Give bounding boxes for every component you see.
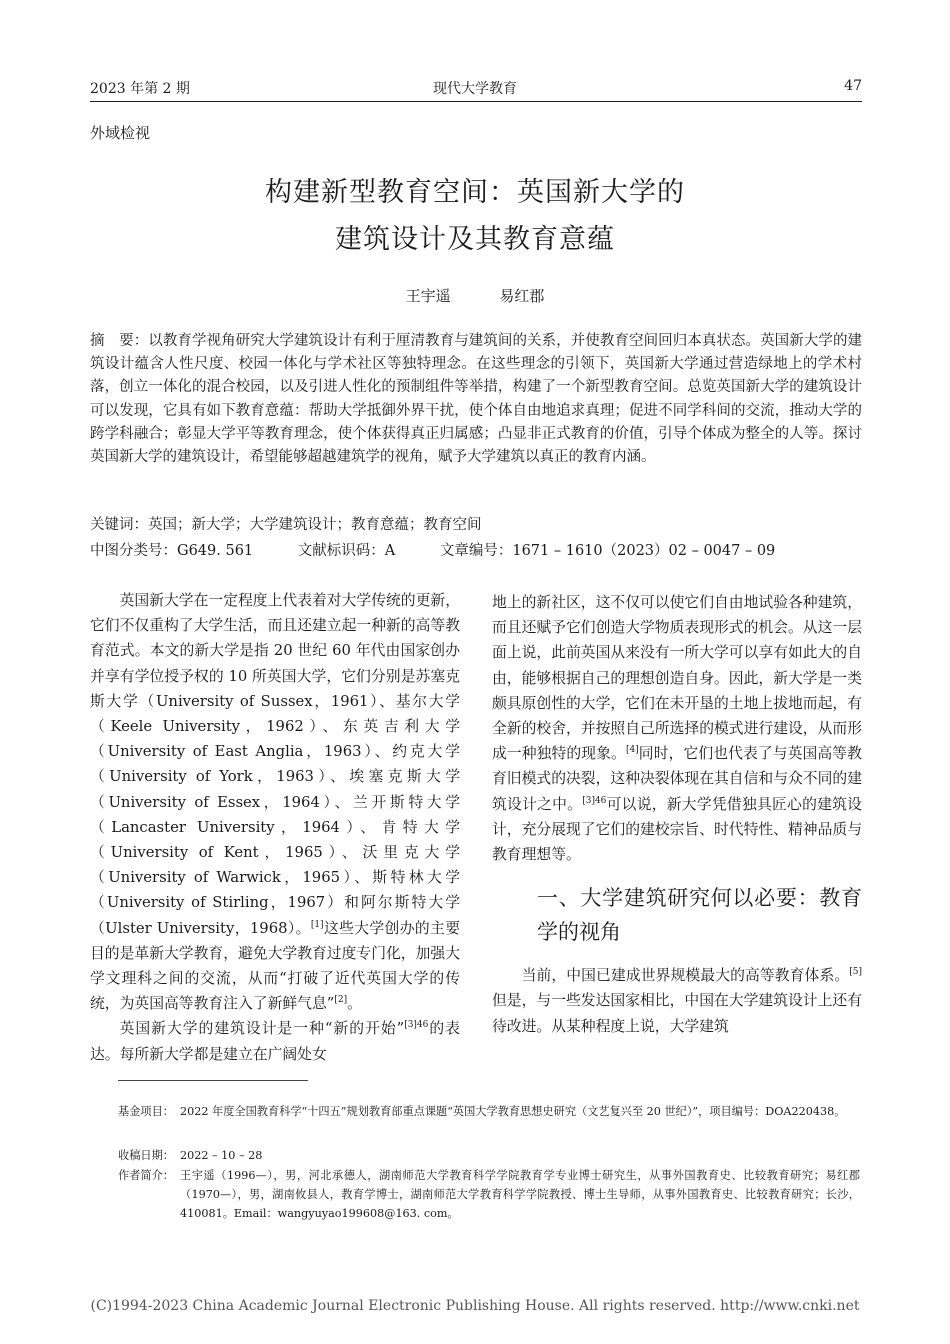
journal-name: 现代大学教育 [433,81,517,97]
paragraph-1: 英国新大学在一定程度上代表着对大学传统的更新，它们不仅重构了大学生活，而且还建立起一种新的高等教育范式。本文的新大学是指 20 世纪 60 年代由国家创办并享有学位授予权的 10 所英国大学，它们分别是苏塞克斯大学（University of Sussex，1961）、基尔大学（Keele University，1962）、东英吉利大学（University of East Anglia，1963）、约克大学（University of York，1963）、埃塞克斯大学（University of Essex，1964）、兰开斯特大学（Lancaster University，1964）、肯特大学（University of Kent，1965）、沃里克大学（University of Warwick，1965）、斯特林大学（University of Stirling，1967）和阿尔斯特大学（Ulster University，1968）。[1]这些大学创办的主要目的是革新大学教育，避免大学教育过度专门化，加强大学文理科之间的交流，从而“打破了近代英国大学的传统，为英国高等教育注入了新鲜气息”[2]。 [90,592,460,1013]
issue-label: 2023 年第 2 期 [90,81,190,97]
citation: [3]46 [404,1020,429,1031]
citation: [4] [625,745,639,756]
citation: [2] [334,995,348,1006]
page-number: 47 [844,78,862,94]
keywords-label: 关键词： [90,517,148,533]
paragraph-2-cont: 地上的新社区，这不仅可以使它们自由地试验各种建筑，而且还赋予它们创造大学物质表现形式的机会。从这一层面上说，此前英国从来没有一所大学可以享有如此大的自由，能够根据自己的理想创造自身。因此，新大学是一类颇具原创性的大学，它们在未开垦的土地上拔地而起，有全新的校舍，并按照自己所选择的模式进行建设，从而形成一种独特的现象。[4]同时，它们也代表了与英国高等教育旧模式的决裂，这种决裂体现在其自信和与众不同的建筑设计之中。$^{[3]46}$可以说，新大学凭借独具匠心的建筑设计，充分展现了它们的建校宗旨、时代特性、精神品质与教育理想等。 [492,594,862,864]
keywords-text: 英国；新大学；大学建筑设计；教育意蕴；教育空间 [148,517,482,533]
clc-number: 中图分类号：G649. 561 [90,543,254,559]
abstract-text: 以教育学视角研究大学建筑设计有利于厘清教育与建筑间的关系，并使教育空间回归本真状态。英国新大学的建筑设计蕴含人性尺度、校园一体化与学术社区等独特理念。在这些理念的引领下，英国新大学通过营造绿地上的学术村落，创立一体化的混合校园，以及引进人性化的预制组件等举措，构建了一个新型教育空间。总览英国新大学的建筑设计可以发现，它具有如下教育意蕴：帮助大学抵御外界干扰，使个体自由地追求真理；促进不同学科间的交流，推动大学的跨学科融合；彰显大学平等教育理念，使个体获得真正归属感；凸显非正式教育的价值，引导个体成为整全的人等。探讨英国新大学的建筑设计，希望能够超越建筑学的视角，赋予大学建筑以真正的教育内涵。 [90,333,863,466]
footnote-authors: 作者简介： 王宇遥（1996—），男，河北承德人，湖南师范大学教育科学学院教育学专业博士研究生，从事外国教育史、比较教育研究；易红郡（1970—），男，湖南攸县人，教育学博士，湖南师范大学教育科学学院教授、博士生导师，从事外国教育史、比较教育研究；长沙，410081。Email：wangyuyao199608@163. com。 [118,1169,860,1220]
title-line-2: 建筑设计及其教育意蕴 [335,224,615,255]
citation: [3]46 [582,795,607,806]
footnote-funding: 基金项目： 2022 年度全国教育科学“十四五”规划教育部重点课题“英国大学教育思想史研究（文艺复兴至 20 世纪）”，项目编号：DOA220438。 [118,1105,846,1118]
footnote-rule [118,1080,308,1081]
keywords [90,513,522,534]
section-tag: 外域检视 [90,124,151,142]
title-line-1: 构建新型教育空间：英国新大学的 [265,177,685,208]
article-number: 文章编号：1671 – 1610（2023）02 – 0047 – 09 [439,543,776,559]
author-1: 王宇遥 [405,287,451,305]
authors [0,285,950,306]
body-column-right [492,590,862,1039]
paragraph-2-start: 英国新大学的建筑设计是一种“新的开始”$^{[3]46}$的表达。每所新大学都是建立在广阔处女 [90,1020,460,1063]
abstract-label: 摘 要： [90,333,149,349]
body-column-left [90,588,460,1067]
header-rule [90,101,862,102]
classification [90,539,815,560]
citation: [1] [310,919,324,930]
paragraph-3: 当前，中国已建成世界规模最大的高等教育体系。[5]但是，与一些发达国家相比，中国在大学建筑设计上还有待改进。从某种程度上说，大学建筑 [492,967,862,1035]
copyright-notice: (C)1994-2023 China Academic Journal Electronic Publishing House. All rights reserved. http://www.cnki.net [90,1298,860,1314]
author-2: 易红郡 [499,287,545,305]
doc-code: 文献标识码：A [297,543,396,559]
abstract [90,330,862,469]
citation: [5] [849,967,862,978]
footnote-received: 收稿日期： 2022 – 10 – 28 [118,1149,263,1162]
section-heading-1: 一、大学建筑研究何以必要：教育学的视角 [537,886,862,945]
